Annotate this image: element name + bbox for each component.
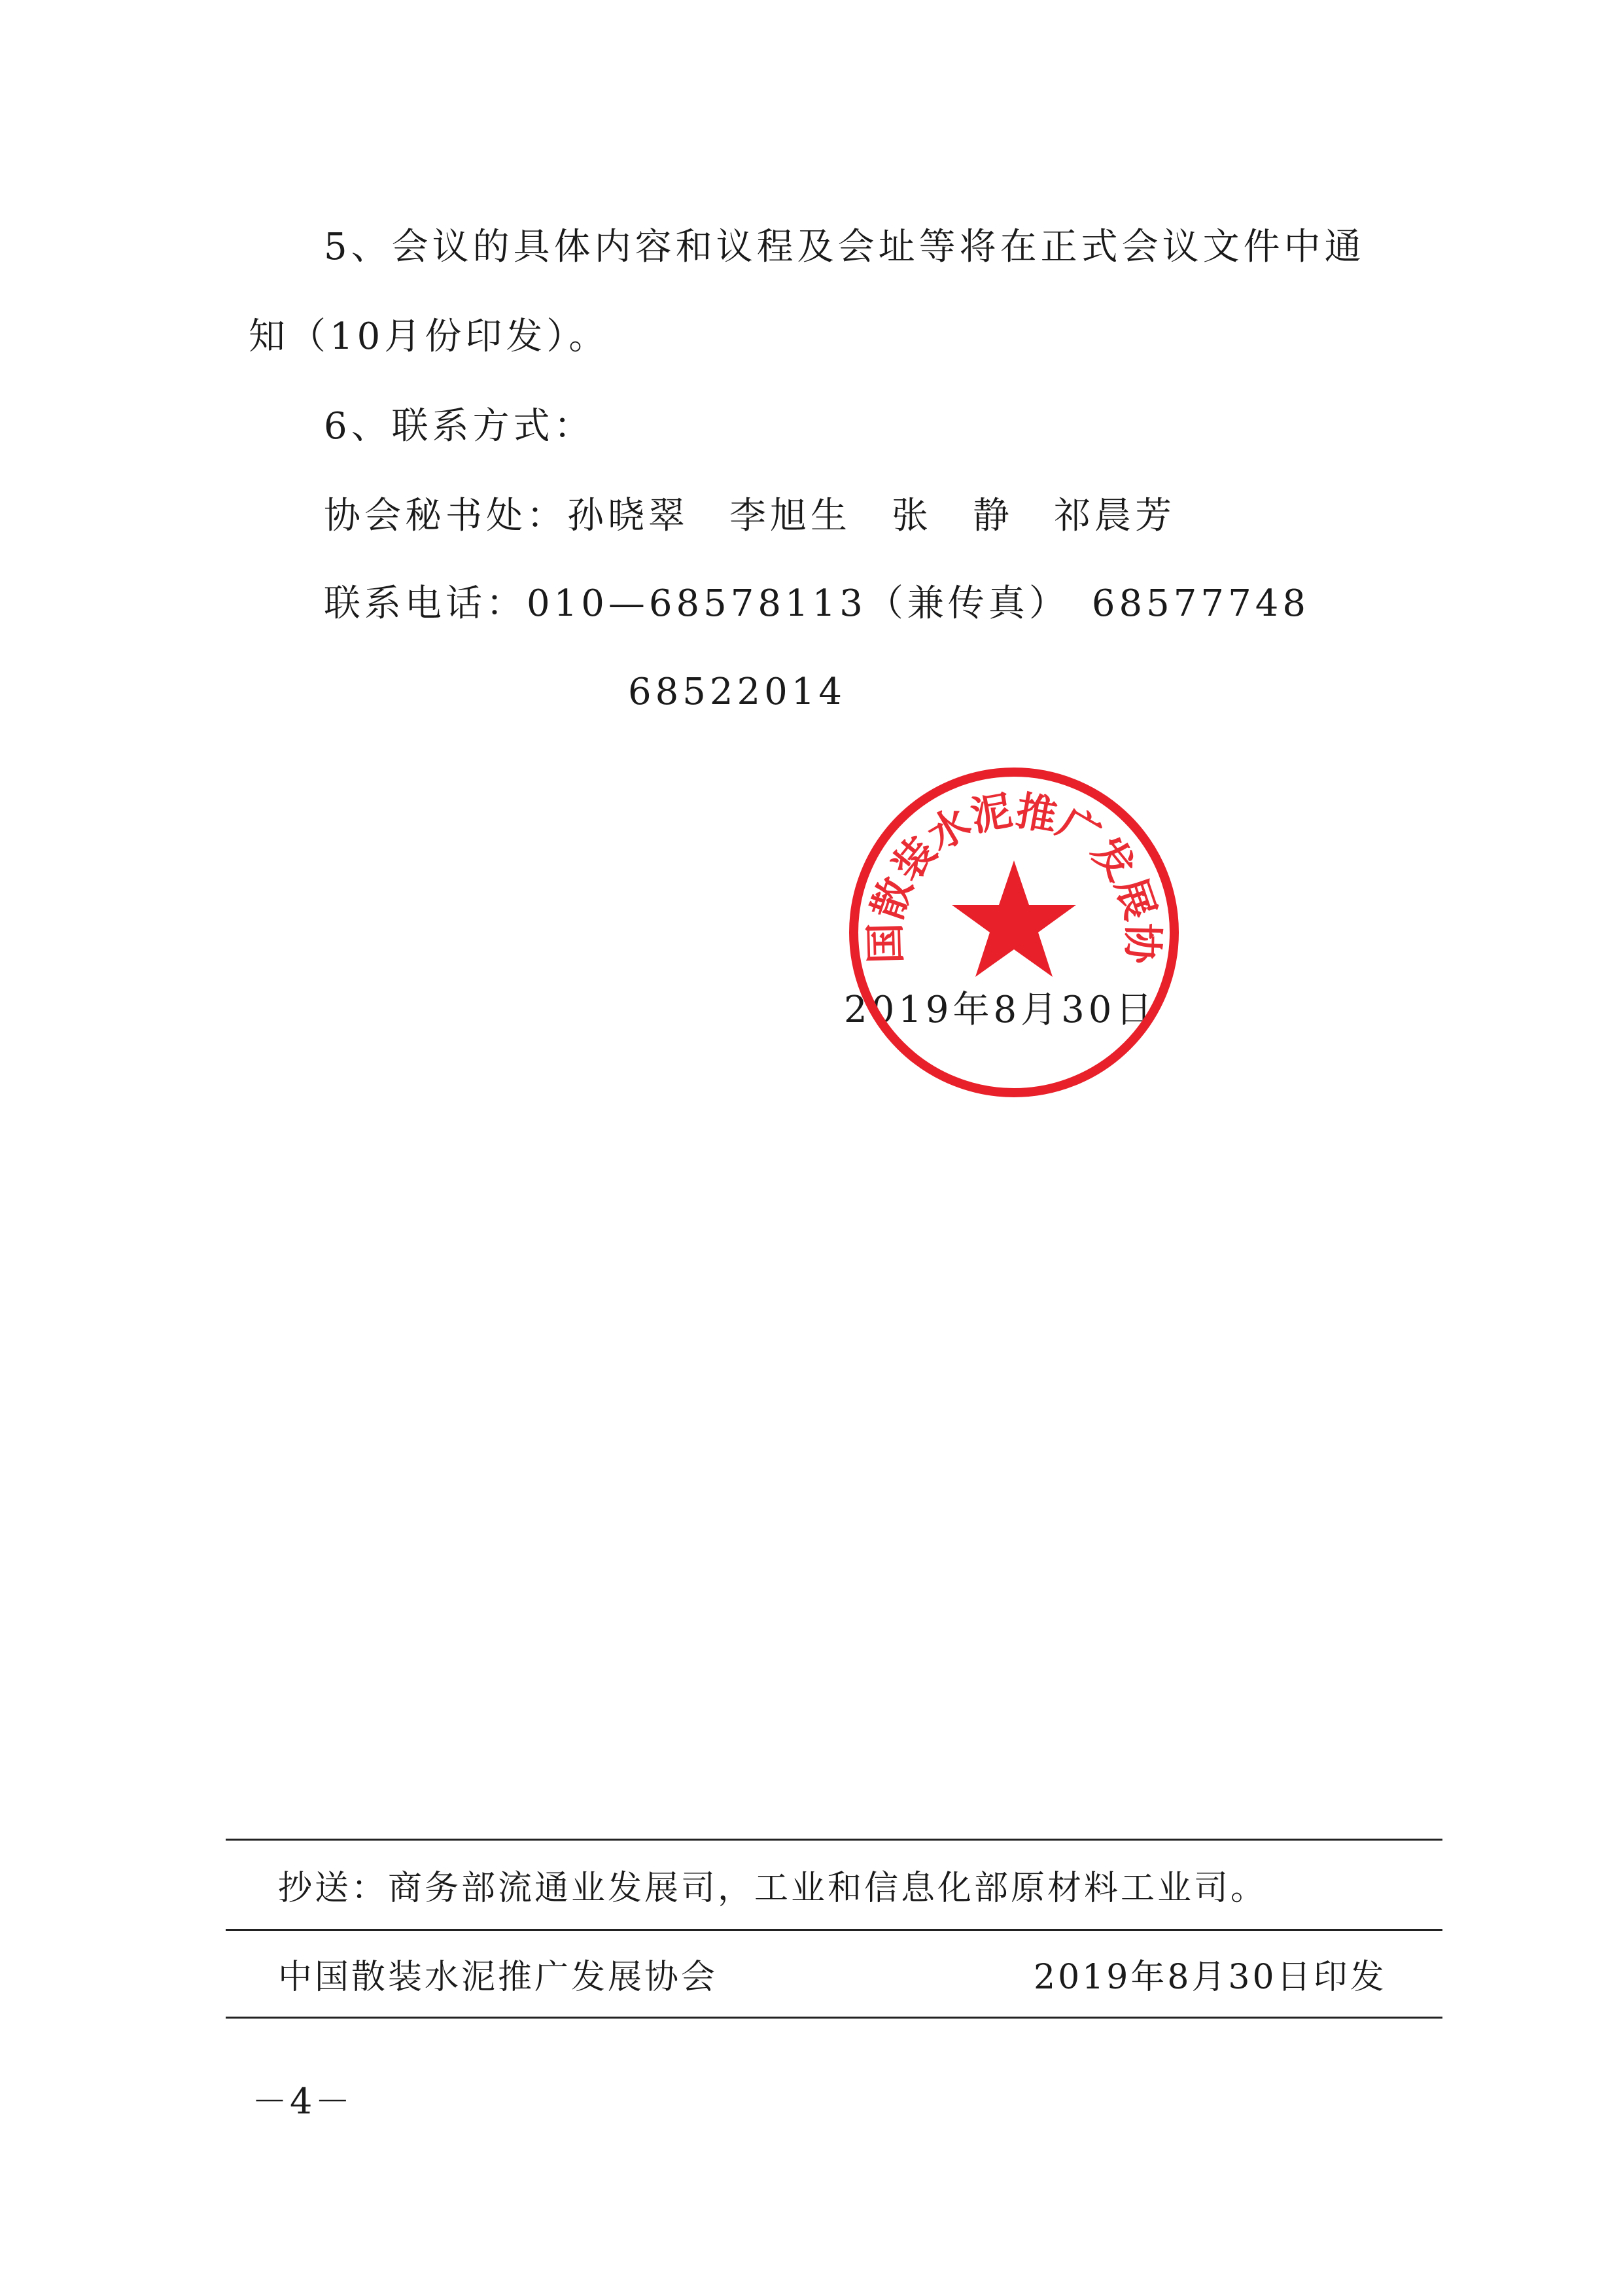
seal-graphic	[844, 762, 1184, 1103]
official-seal	[844, 762, 1184, 1103]
footer-rule-middle	[226, 1929, 1442, 1931]
phone-line-1: 联系电话：010—68578113（兼传真） 68577748	[324, 582, 1310, 625]
paragraph-6-heading: 6、联系方式：	[324, 405, 595, 448]
issuer-name: 中国散装水泥推广发展协会	[278, 1958, 718, 1997]
secretariat-contacts: 协会秘书处：孙晓翠 李旭生 张 静 祁晨芳	[324, 495, 1176, 537]
star-icon	[952, 860, 1076, 977]
page-number: －4－	[252, 2081, 353, 2122]
signature-date: 2019年8月30日	[844, 989, 1157, 1031]
footer-rule-bottom	[226, 2017, 1442, 2019]
footer-rule-top	[226, 1839, 1442, 1841]
issue-date: 2019年8月30日印发	[1034, 1958, 1387, 1997]
seal-text: 国散装水泥推广发展协	[861, 786, 1167, 964]
cc-line: 抄送：商务部流通业发展司，工业和信息化部原材料工业司。	[278, 1869, 1268, 1908]
paragraph-5-line-1: 5、会议的具体内容和议程及会址等将在正式会议文件中通	[324, 226, 1365, 268]
paragraph-5-line-2: 知（10月份印发）。	[249, 315, 610, 358]
phone-line-2: 68522014	[628, 671, 846, 713]
